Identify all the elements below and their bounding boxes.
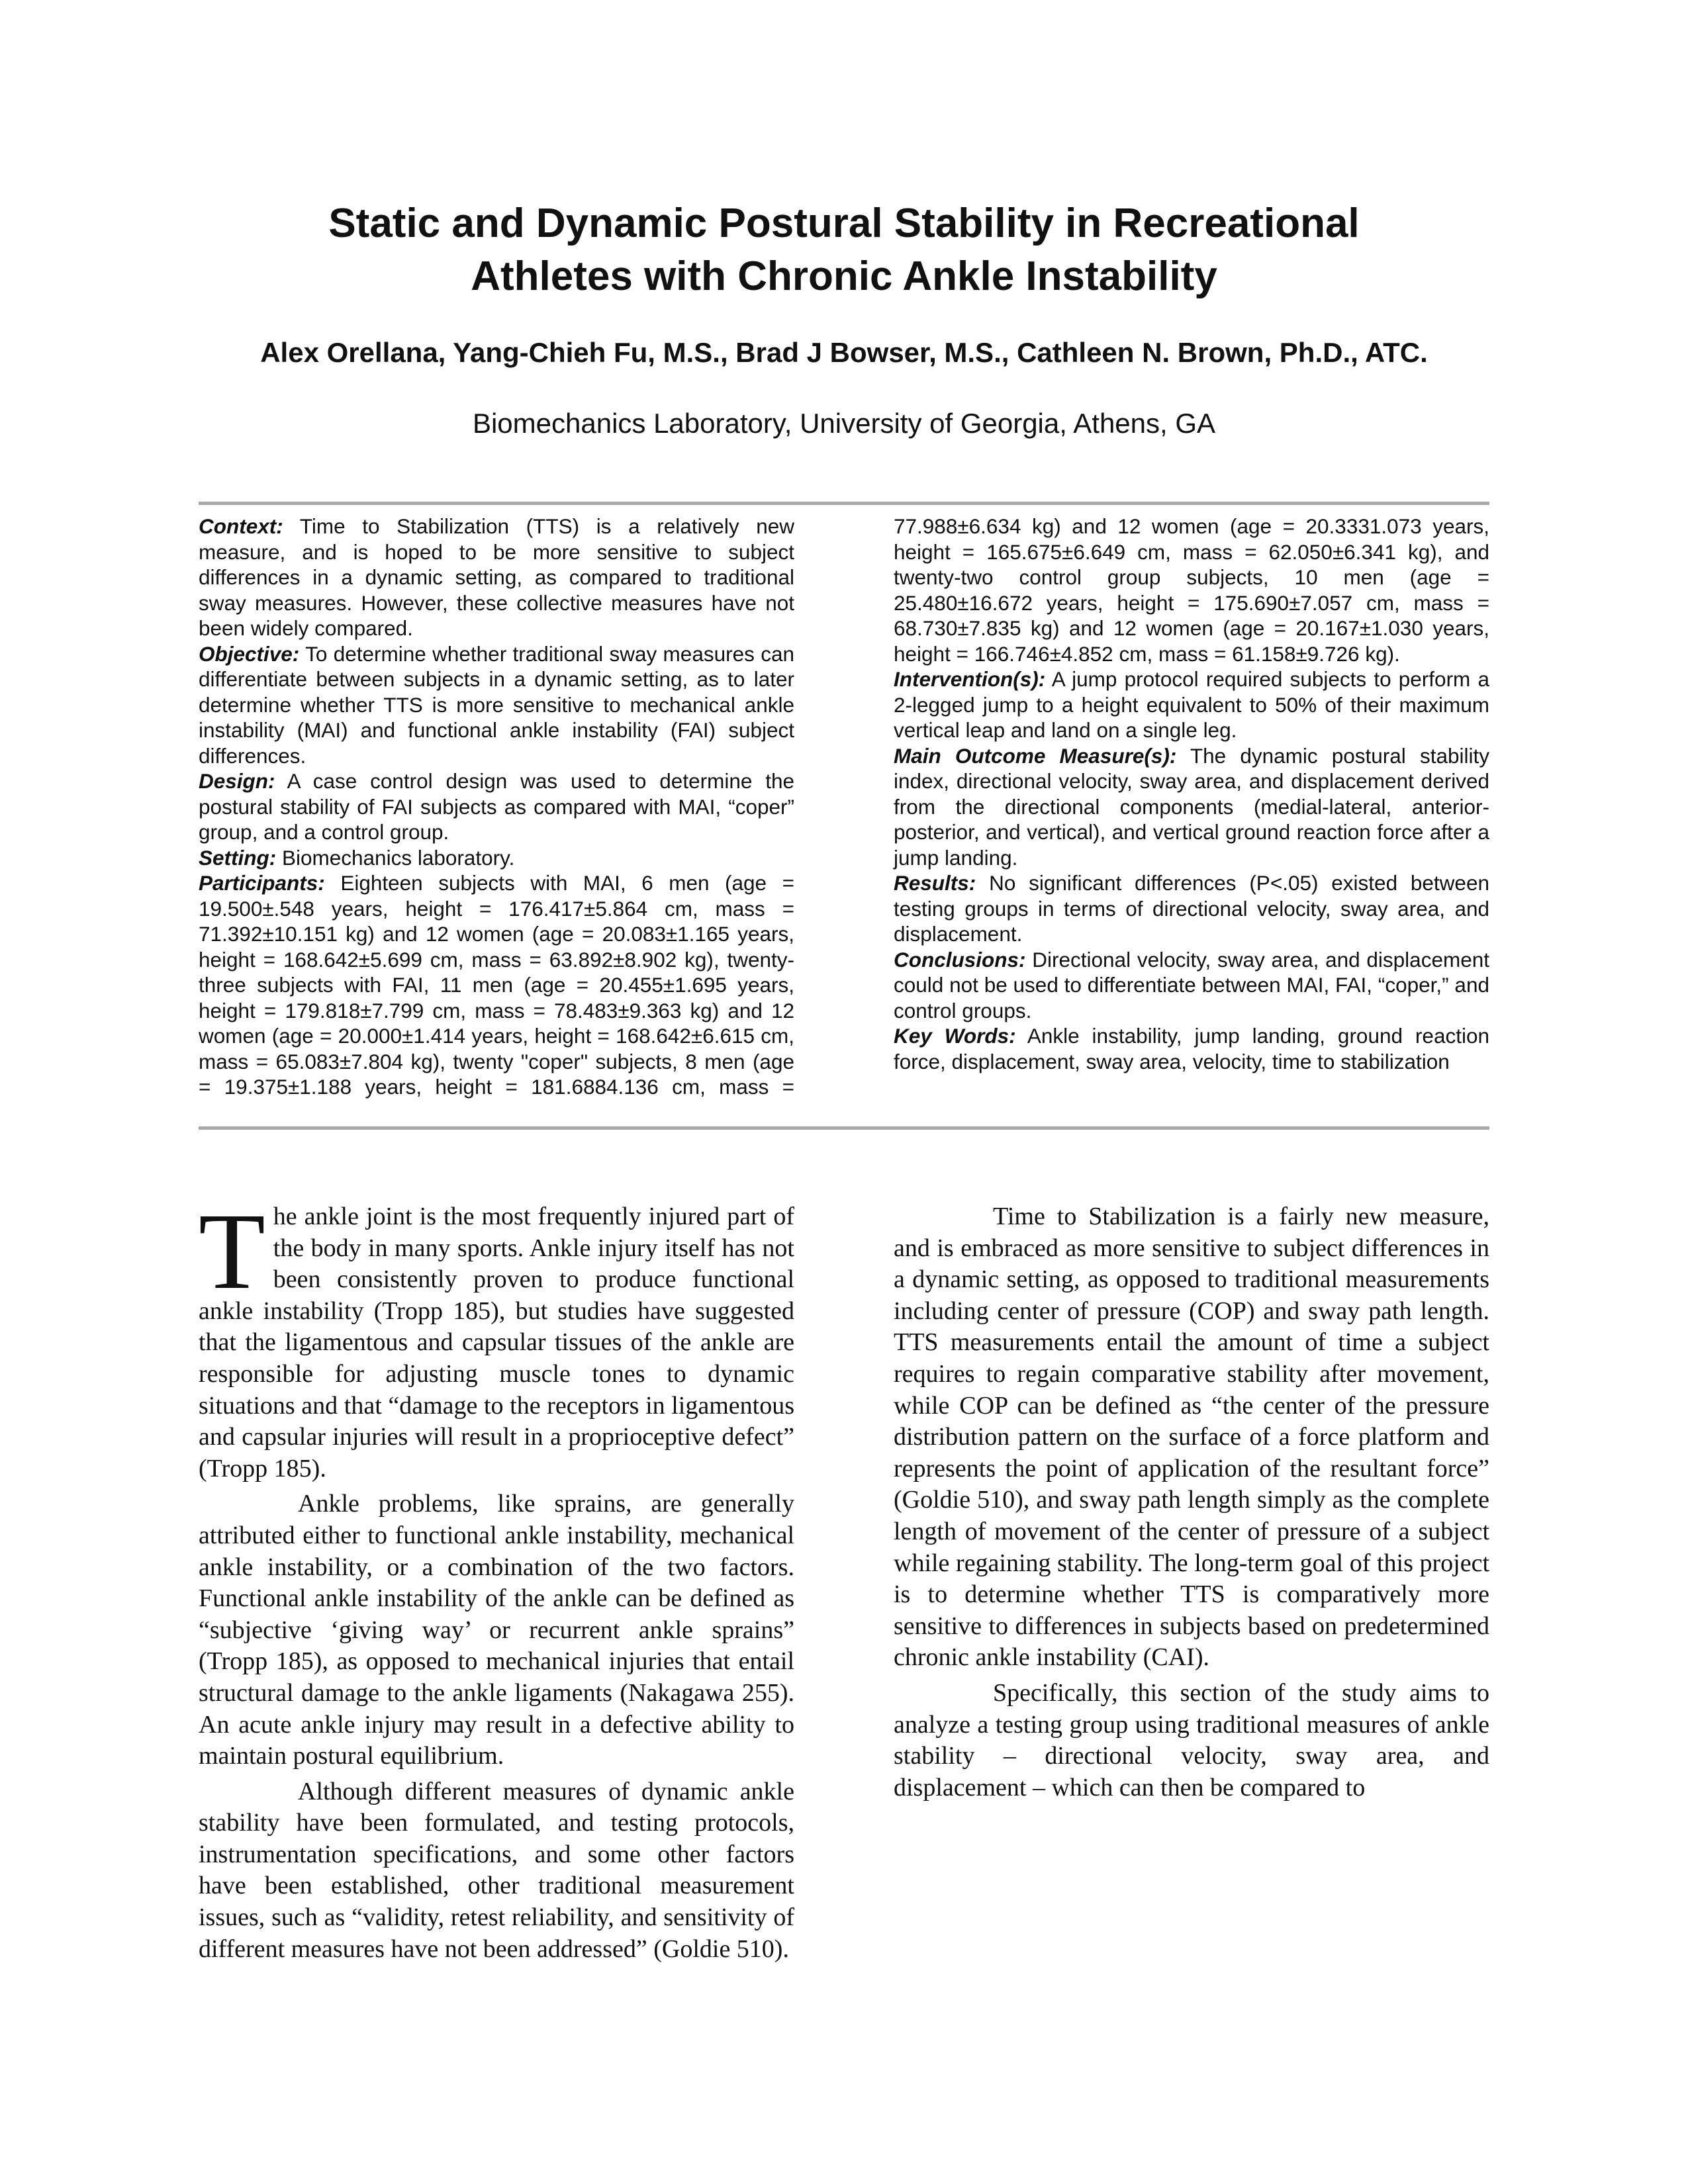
abstract-conclusions-label: Conclusions: xyxy=(894,947,1026,972)
abstract-main-outcome-label: Main Outcome Measure(s): xyxy=(894,743,1177,768)
abstract-participants-text: Eighteen subjects with MAI, 6 men (age = 19.500±.548 years, height = 176.417±5.864 cm, mass = 71.392±10.151 kg) and 12 women (age = 20.083±1.165 years, height = 168.642±5.699 cm, mass = 63.892±8.902 kg), twenty-three subjects with FAI, 11 men (age = 20.455±1.695 years, height = 179.818±7.799 cm, mass = 78.483±9.363 kg) and 12 women (age = 20.000±1.414 years, height = 168.642±6.615 cm, mass = 65.083±7.804 kg), twenty "coper" subjects, 8 men (age = 19.375±1.188 years, height = 181.6884.136 cm, mass = 77.988±6.634 kg) and 12 women (age = 20.3331.073 years, height = 165.675±6.649 cm, mass = 62.050±6.341 kg), and twenty-two control group subjects, 10 men (age = 25.480±16.672 years, height = 175.690±7.057 cm, mass = 68.730±7.835 kg) and 12 women (age = 20.167±1.030 years, height = 166.746±4.852 cm, mass = 61.158±9.726 kg). xyxy=(199,514,1489,1099)
abstract-bottom-rule xyxy=(199,1126,1489,1130)
abstract-design-label: Design: xyxy=(199,769,275,793)
abstract-section xyxy=(199,514,1489,1109)
abstract-design xyxy=(199,768,794,845)
abstract-setting xyxy=(199,845,794,871)
body-paragraph-5: Specifically, this section of the study aims to analyze a testing group using traditional measures of ankle stability – directional velocity, sway area, and displacement – which can then be compared to xyxy=(894,1678,1489,1801)
abstract-main-outcome-text: The dynamic postural stability index, directional velocity, sway area, and displacement derived from the directional components (medial-lateral, anterior-posterior, and vertical), and vertical ground reaction force after a jump landing. xyxy=(894,743,1489,870)
body-paragraph-4: Time to Stabilization is a fairly new measure, and is embraced as more sensitive to subject differences in a dynamic setting, as opposed to traditional measurements including center of pressure (COP) and sway path length. TTS measurements entail the amount of time a subject requires to regain comparative stability after movement, while COP can be defined as “the center of the pressure distribution pattern on the surface of a force platform and represents the point of application of the resultant force” (Goldie 510), and sway path length simply as the complete length of movement of the center of pressure of a subject while regaining stability. The long-term goal of this project is to determine whether TTS is comparatively more sensitive to differences in subjects based on predetermined chronic ankle instability (CAI). xyxy=(894,1203,1489,1672)
abstract-setting-label: Setting: xyxy=(199,845,277,870)
abstract-context-label: Context: xyxy=(199,514,283,538)
abstract-participants-label: Participants: xyxy=(199,871,325,895)
paper-title-line-1: Static and Dynamic Postural Stability in Recreational xyxy=(328,201,1360,246)
body-text xyxy=(199,1191,1489,1982)
abstract-context xyxy=(199,514,794,641)
abstract-conclusions xyxy=(894,947,1489,1024)
abstract-results xyxy=(894,870,1489,947)
abstract-interventions-text: A jump protocol required subjects to perform a 2-legged jump to a height equivalent to 50% of their maximum vertical leap and land on a single leg. xyxy=(894,667,1489,742)
abstract-setting-text: Biomechanics laboratory. xyxy=(276,845,515,870)
abstract-design-text: A case control design was used to determine the postural stability of FAI subjects as compared with MAI, “coper” group, and a control group. xyxy=(199,769,794,844)
abstract-main-outcome xyxy=(894,743,1489,871)
abstract-objective-label: Objective: xyxy=(199,641,300,666)
abstract-context-text: Time to Stabilization (TTS) is a relatively new measure, and is hoped to be more sensitive to subject differences in a dynamic setting, as compared to traditional sway measures. However, these collective measures have not been widely compared. xyxy=(199,514,794,640)
abstract-interventions xyxy=(894,666,1489,743)
drop-cap: T xyxy=(199,1191,265,1312)
abstract-top-rule xyxy=(199,502,1489,505)
body-paragraph-1-text: he ankle joint is the most frequently injured part of the body in many sports. Ankle injury itself has not been consistently proven to produce functional ankle instability (Tropp 185), but studies have suggested that the ligamentous and capsular tissues of the ankle are responsible for adjusting muscle tones to dynamic situations and that “damage to the receptors in ligamentous and capsular injuries will result in a proprioceptive defect” (Tropp 185). xyxy=(199,1203,794,1482)
abstract-objective xyxy=(199,641,794,769)
abstract-interventions-label: Intervention(s): xyxy=(894,667,1046,691)
abstract-keywords-label: Key Words: xyxy=(894,1024,1016,1048)
abstract-objective-text: To determine whether traditional sway measures can differentiate between subjects in a dynamic setting, as to later determine whether TTS is more sensitive to mechanical ankle instability (MAI) and functional ankle instability (FAI) subject differences. xyxy=(199,641,794,768)
body-paragraph-2: Ankle problems, like sprains, are generally attributed either to functional ankle instability, mechanical ankle instability, or a combination of the two factors. Functional ankle instability of the ankle can be defined as “subjective ‘giving way’ or recurrent ankle sprains” (Tropp 185), as opposed to mechanical injuries that entail structural damage to the ankle ligaments (Nakagawa 255). An acute ankle injury may result in a defective ability to maintain postural equilibrium. xyxy=(199,1490,794,1770)
abstract-keywords-text: Ankle instability, jump landing, ground reaction force, displacement, sway area, velocity, time to stabilization xyxy=(894,1024,1490,1073)
abstract-results-text: No significant differences (P<.05) existed between testing groups in terms of directional velocity, sway area, and displacement. xyxy=(894,871,1489,946)
abstract-keywords xyxy=(894,1023,1489,1074)
abstract-results-label: Results: xyxy=(894,871,976,895)
body-paragraph-3: Although different measures of dynamic ankle stability have been formulated, and testing protocols, instrumentation specifications, and some other factors have been established, other traditional measurement issues, such as “validity, retest reliability, and sensitivity of different measures have not been addressed” (Goldie 510). xyxy=(199,1777,794,1963)
affiliation: Biomechanics Laboratory, University of Georgia, Athens, GA xyxy=(472,408,1216,439)
body-paragraph-1 xyxy=(199,1191,794,1484)
author-list: Alex Orellana, Yang-Chieh Fu, M.S., Brad J Bowser, M.S., Cathleen N. Brown, Ph.D., ATC. xyxy=(260,337,1428,368)
paper-title xyxy=(0,197,1688,303)
abstract-conclusions-text: Directional velocity, sway area, and displacement could not be used to differentiate between MAI, FAI, “coper,” and control groups. xyxy=(894,947,1489,1023)
paper-title-line-2: Athletes with Chronic Ankle Instability xyxy=(471,253,1217,299)
